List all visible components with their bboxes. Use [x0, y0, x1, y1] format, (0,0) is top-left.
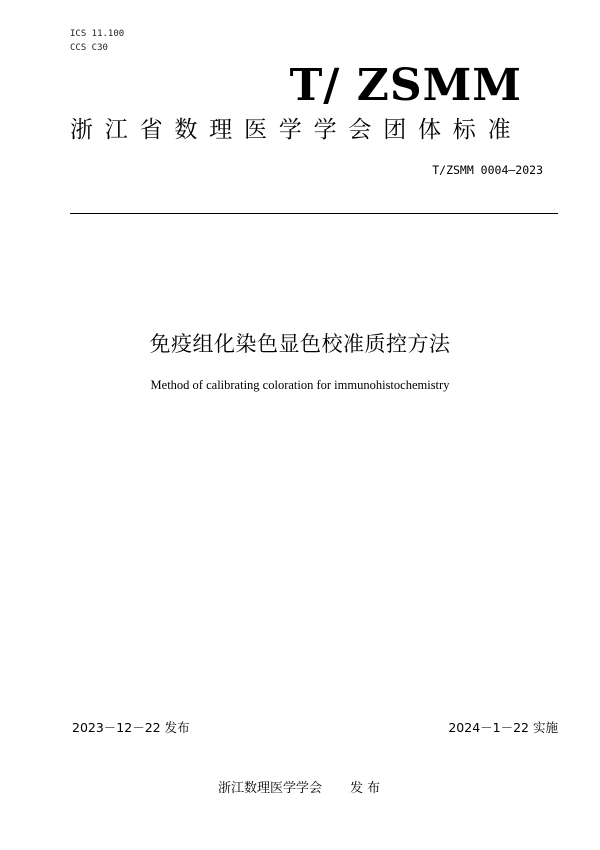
standard-number: T/ZSMM 0004—2023	[432, 163, 543, 177]
document-title-english: Method of calibrating coloration for immunohistochemistry	[150, 378, 450, 392]
standard-type-heading: 浙江省数理医学学会团体标准	[70, 117, 523, 143]
header-divider	[70, 213, 558, 214]
publish-date: 2023－12－22 发布	[72, 720, 190, 735]
publish-verb: 发 布	[350, 781, 381, 796]
ics-code: ICS 11.100	[70, 29, 125, 39]
publisher-line	[218, 777, 380, 796]
organization-code-logo: T/ ZSMM	[289, 60, 522, 111]
document-title-chinese: 免疫组化染色显色校准质控方法	[149, 332, 451, 356]
publisher-name: 浙江数理医学学会	[218, 781, 323, 796]
ccs-code: CCS C30	[70, 43, 108, 53]
effective-date: 2024－1－22 实施	[448, 720, 558, 735]
